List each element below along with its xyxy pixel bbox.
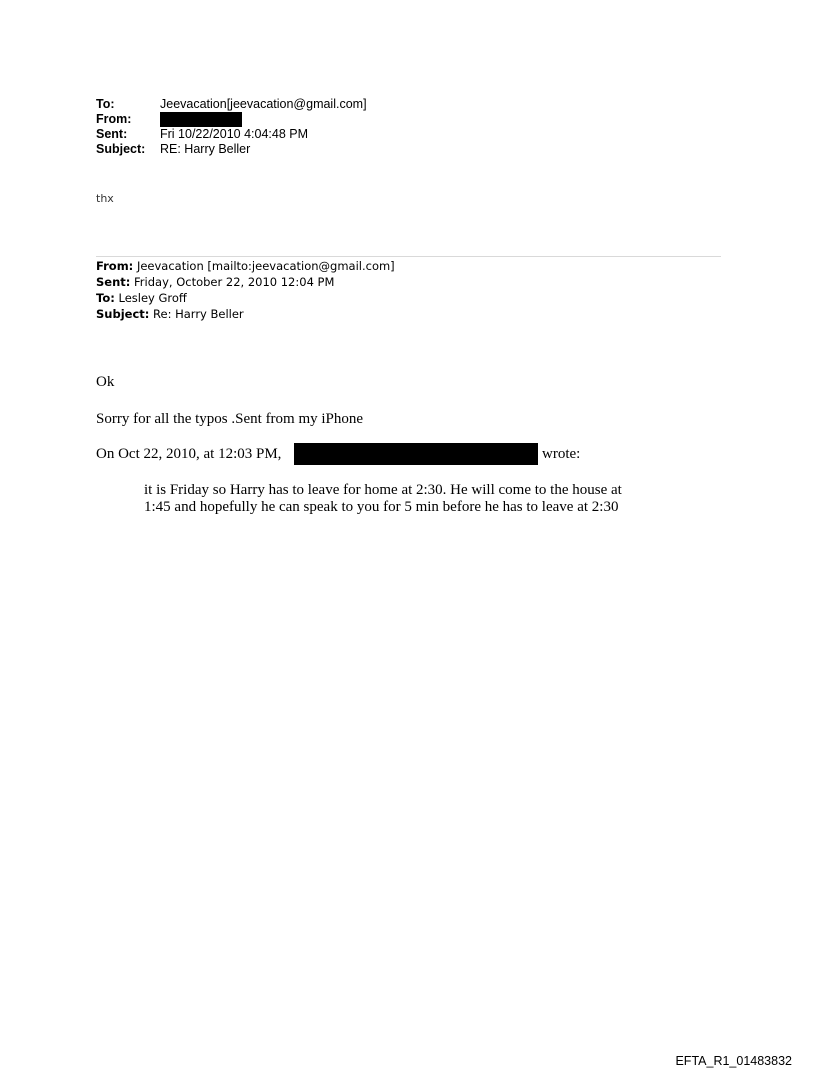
- quoted-line: it is Friday so Harry has to leave for home at 2:30. He will come to the house at: [144, 482, 622, 498]
- forwarded-from-row: [96, 258, 395, 274]
- forwarded-sent-row: [96, 274, 334, 290]
- attribution-prefix: On Oct 22, 2010, at 12:03 PM,: [96, 446, 282, 462]
- forwarded-from-label: From:: [96, 259, 134, 273]
- header-from-row: [96, 112, 242, 127]
- header-from-label: From:: [96, 112, 132, 126]
- attribution-line: [96, 446, 281, 463]
- forwarded-sent-value: Friday, October 22, 2010 12:04 PM: [134, 275, 335, 289]
- header-to-value: Jeevacation[jeevacation@gmail.com]: [160, 97, 367, 111]
- forwarded-subject-label: Subject:: [96, 307, 150, 321]
- header-subject-label: Subject:: [96, 142, 146, 156]
- redaction-bar: [160, 112, 242, 127]
- message-signature: Sorry for all the typos .Sent from my iPhone: [96, 411, 364, 427]
- forwarded-to-row: [96, 290, 187, 306]
- forwarded-subject-value: Re: Harry Beller: [153, 307, 244, 321]
- header-sent-label: Sent:: [96, 127, 128, 141]
- quoted-message: [144, 482, 622, 516]
- forwarded-sent-label: Sent:: [96, 275, 131, 289]
- header-subject-row: [96, 142, 250, 157]
- header-sent-row: [96, 127, 308, 142]
- divider: [96, 256, 721, 257]
- header-sent-value: Fri 10/22/2010 4:04:48 PM: [160, 127, 309, 141]
- header-to-row: [96, 97, 367, 112]
- document-id: EFTA_R1_01483832: [675, 1054, 792, 1068]
- quoted-line: 1:45 and hopefully he can speak to you for 5 min before he has to leave at 2:30: [144, 499, 619, 515]
- forwarded-from-value: Jeevacation [mailto:jeevacation@gmail.com]: [136, 259, 395, 273]
- forwarded-to-label: To:: [96, 291, 115, 305]
- forwarded-subject-row: [96, 306, 244, 322]
- attribution-suffix: wrote:: [542, 446, 581, 462]
- reply-body: thx: [96, 192, 114, 205]
- header-subject-value: RE: Harry Beller: [160, 142, 251, 156]
- redaction-bar: [294, 443, 538, 465]
- header-to-label: To:: [96, 97, 115, 111]
- forwarded-to-value: Lesley Groff: [118, 291, 187, 305]
- message-ok: Ok: [96, 374, 115, 390]
